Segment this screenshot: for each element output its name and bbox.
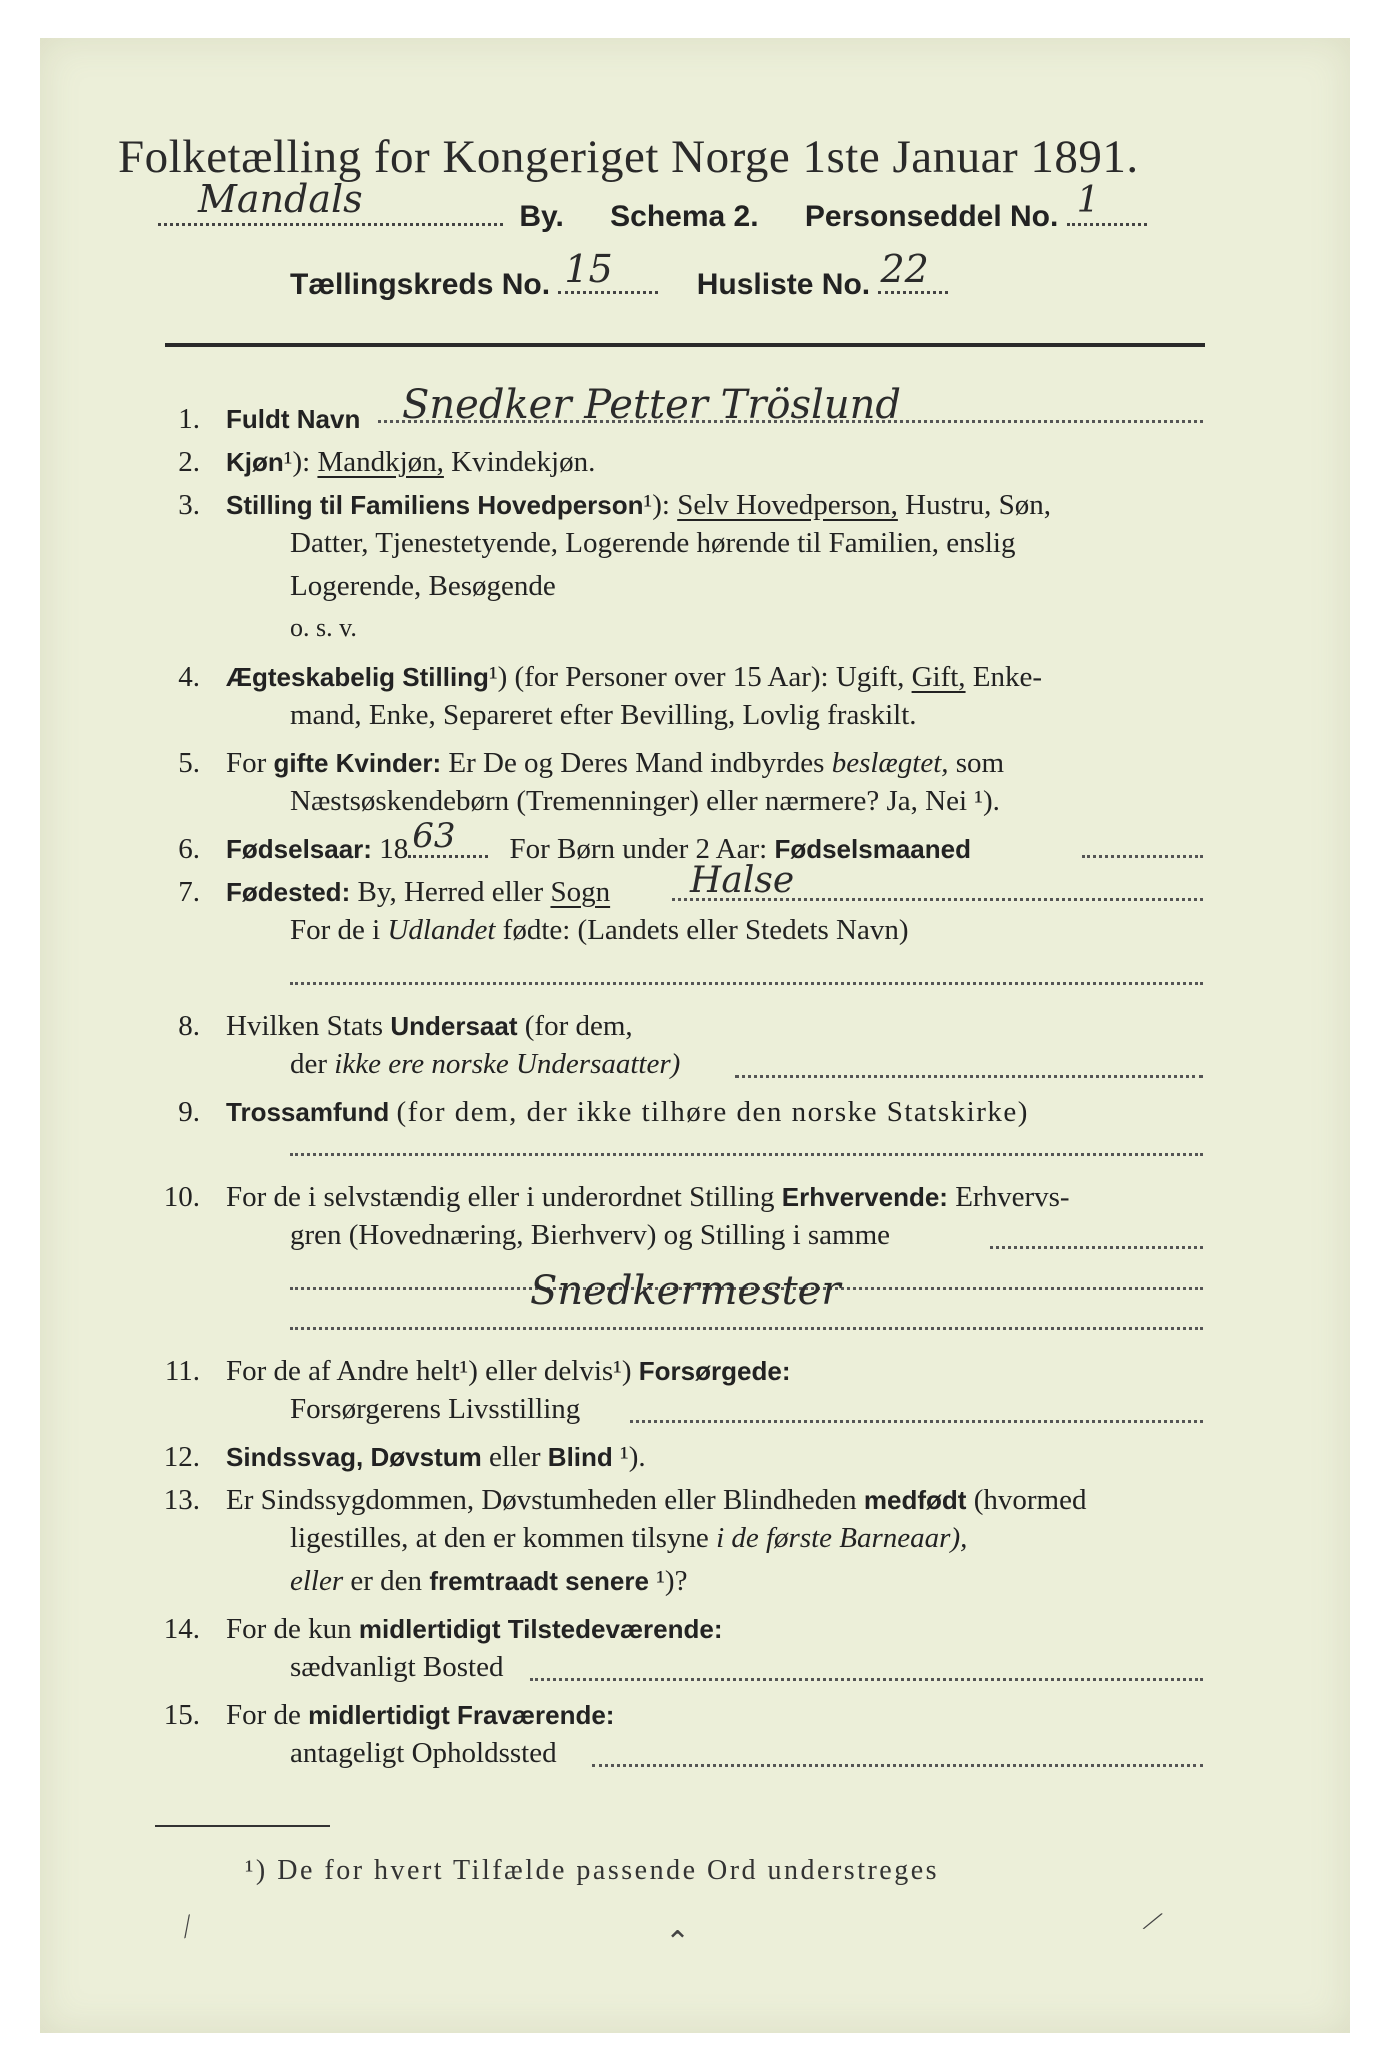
birthplace-selected: Sogn xyxy=(550,876,611,908)
footnote: ¹) De for hvert Tilfælde passende Ord understreges xyxy=(245,1855,940,1886)
citizenship-label: Undersaat xyxy=(390,1011,518,1041)
item-number: 13. xyxy=(163,1484,200,1516)
item-7-text xyxy=(226,871,610,913)
birthplace-options: By, Herred eller xyxy=(357,876,544,908)
footnote-ref: ¹): xyxy=(283,446,311,478)
item-13-line3-em: eller xyxy=(290,1565,344,1597)
marital-status-selected: Gift, xyxy=(911,661,966,693)
item-14-pre: For de kun xyxy=(226,1613,352,1645)
item-15-text xyxy=(226,1694,614,1736)
schema-label: Schema 2. xyxy=(610,200,759,233)
marital-status-options: Enke- xyxy=(972,661,1043,693)
kreds-label: Tællingskreds No. xyxy=(290,268,551,301)
congenital-label: medfødt xyxy=(863,1485,967,1515)
married-women-label: gifte Kvinder: xyxy=(273,748,442,778)
by-label: By. xyxy=(519,200,564,233)
footnote-ref: ¹) xyxy=(488,661,508,693)
kreds-value: 15 xyxy=(564,247,613,291)
birth-year-prefix: 18 xyxy=(379,833,409,865)
religion-label: Trossamfund xyxy=(226,1097,390,1127)
item-number: 7. xyxy=(178,876,200,908)
footnote-ref: ¹): xyxy=(643,489,670,521)
birthplace-label: Fødested: xyxy=(226,877,351,907)
item-number: 10. xyxy=(163,1181,200,1213)
item-7-line2-a: For de i xyxy=(290,914,381,946)
item-13-post: (hvormed xyxy=(973,1484,1087,1516)
pen-mark-right: ⁄ xyxy=(1145,1904,1160,1939)
item-8-post: (for dem, xyxy=(524,1010,633,1042)
husliste-label: Husliste No. xyxy=(696,268,871,301)
item-3-line4: o. s. v. xyxy=(290,613,357,642)
birth-year-field xyxy=(408,816,488,858)
birth-year-value: 63 xyxy=(412,816,456,856)
kreds-field xyxy=(558,247,658,294)
family-position-options: Hustru, Søn, xyxy=(905,489,1051,521)
item-number: 9. xyxy=(178,1096,200,1128)
item-10-post: Erhvervs- xyxy=(955,1181,1070,1213)
item-11-line2: Forsørgerens Livsstilling xyxy=(290,1393,581,1425)
town-field xyxy=(158,177,503,226)
pen-mark-left: ⁄ xyxy=(178,1910,197,1943)
occupation-line-3 xyxy=(290,1327,1203,1330)
temporary-absent-label: midlertidigt Fraværende: xyxy=(308,1700,615,1730)
item-number: 12. xyxy=(163,1441,200,1473)
item-8-text xyxy=(226,1005,633,1047)
deafmute-label: Døvstum xyxy=(370,1442,482,1472)
blind-label: Blind xyxy=(547,1442,613,1472)
item-13-line3-a: er den xyxy=(350,1565,423,1597)
item-13-line2-a: ligestilles, at den er kommen tilsyne xyxy=(290,1522,709,1554)
full-name-label: Fuldt Navn xyxy=(226,404,361,434)
item-number: 4. xyxy=(178,661,200,693)
marital-status-text: (for Personer over 15 Aar): Ugift, xyxy=(514,661,905,693)
item-4-text xyxy=(226,656,1042,698)
sex-option-male: Mandkjøn, xyxy=(317,446,444,478)
birth-month-line xyxy=(1082,855,1203,858)
occupation-line-1 xyxy=(990,1246,1203,1249)
full-name-value: Snedker Petter Tröslund xyxy=(402,382,901,428)
header-line-kreds xyxy=(290,247,948,302)
item-number: 3. xyxy=(178,489,200,521)
item-13-pre: Er Sindssygdommen, Døvstumheden eller Blindheden xyxy=(226,1484,857,1516)
form-title: Folketælling for Kongeriget Norge 1ste Januar 1891. xyxy=(118,131,1139,183)
item-7-line2 xyxy=(290,914,909,947)
item-5-question: Er De og Deres Mand indbyrdes xyxy=(448,747,825,779)
header-rule xyxy=(165,343,1205,347)
item-8-line2 xyxy=(290,1048,680,1081)
item-number: 2. xyxy=(178,446,200,478)
birthplace-value: Halse xyxy=(690,860,795,901)
item-3-line3: Logerende, Besøgende xyxy=(290,570,556,602)
item-11-text xyxy=(226,1350,790,1392)
item-4-line2: mand, Enke, Separeret efter Bevilling, Lovlig fraskilt. xyxy=(290,699,917,731)
item-5-text xyxy=(226,742,1004,784)
item-13-line3 xyxy=(290,1565,687,1598)
personseddel-field xyxy=(1067,180,1147,226)
item-13-line2-em: i de første Barneaar), xyxy=(716,1522,968,1554)
item-number: 15. xyxy=(163,1699,200,1731)
occupation-value: Snedkermester xyxy=(530,1268,841,1314)
item-10-pre: For de i selvstændig eller i underordnet Stilling xyxy=(226,1181,775,1213)
item-number: 14. xyxy=(163,1613,200,1645)
item-2-text xyxy=(226,441,595,483)
item-number: 11. xyxy=(164,1355,200,1387)
item-13-line3-b: ¹)? xyxy=(656,1565,688,1597)
item-13-line2 xyxy=(290,1522,967,1555)
husliste-value: 22 xyxy=(880,247,929,291)
stay-place-line xyxy=(592,1764,1203,1767)
supported-label: Forsørgede: xyxy=(638,1356,791,1386)
sex-label: Kjøn xyxy=(226,447,284,477)
pen-mark-center: ⌃ xyxy=(665,1926,691,1959)
item-1-text xyxy=(226,398,360,440)
item-7-line2-em: Udlandet xyxy=(387,914,496,946)
item-5-line2: Næstsøskendebørn (Tremenninger) eller nærmere? Ja, Nei ¹). xyxy=(290,785,1000,817)
under-two-text: For Børn under 2 Aar: xyxy=(509,833,768,865)
item-11-pre: For de af Andre helt¹) eller delvis¹) xyxy=(226,1355,632,1387)
footnote-ref: ¹). xyxy=(620,1441,646,1473)
family-position-label: Stilling til Familiens Hovedperson xyxy=(226,490,644,520)
occupation-label: Erhvervende: xyxy=(781,1182,948,1212)
footnote-rule xyxy=(155,1825,330,1827)
birth-year-label: Fødselsaar: xyxy=(226,834,372,864)
item-5-emphasis: beslægtet, xyxy=(831,747,949,779)
personseddel-label: Personseddel No. xyxy=(804,200,1059,233)
birth-month-label: Fødselsmaaned xyxy=(774,834,971,864)
item-15-pre: For de xyxy=(226,1699,301,1731)
header-line-town xyxy=(158,177,1147,234)
residence-line xyxy=(530,1678,1203,1681)
item-number: 5. xyxy=(178,747,200,779)
item-8-pre: Hvilken Stats xyxy=(226,1010,384,1042)
later-onset-label: fremtraadt senere xyxy=(429,1566,649,1596)
town-value: Mandals xyxy=(198,177,363,221)
item-5-pre: For xyxy=(226,747,267,779)
item-8-line2-a: der xyxy=(290,1048,328,1080)
item-6-text xyxy=(226,816,971,870)
item-14-line2: sædvanligt Bosted xyxy=(290,1651,504,1683)
item-15-line2: antageligt Opholdssted xyxy=(290,1737,557,1769)
item-number: 1. xyxy=(178,403,200,435)
item-12-text xyxy=(226,1436,646,1478)
item-3-line2: Datter, Tjenestetyende, Logerende hørende til Familien, enslig xyxy=(290,527,1016,559)
item-3-text xyxy=(226,484,1051,526)
insane-label: Sindssvag, xyxy=(226,1442,364,1472)
item-number: 6. xyxy=(178,833,200,865)
item-10-text xyxy=(226,1176,1070,1218)
abroad-line xyxy=(290,982,1203,985)
item-number: 8. xyxy=(178,1010,200,1042)
citizenship-line xyxy=(735,1075,1203,1078)
item-10-line2: gren (Hovednæring, Bierhverv) og Stilling i samme xyxy=(290,1219,891,1251)
temporary-present-label: midlertidigt Tilstedeværende: xyxy=(358,1614,723,1644)
religion-text: (for dem, der ikke tilhøre den norske Statskirke) xyxy=(396,1096,1029,1128)
religion-line xyxy=(290,1153,1203,1156)
item-7-line2-b: fødte: (Landets eller Stedets Navn) xyxy=(502,914,909,946)
item-12-mid: eller xyxy=(489,1441,541,1473)
item-8-line2-em: ikke ere norske Undersaatter) xyxy=(334,1048,681,1080)
item-13-text xyxy=(226,1479,1086,1521)
husliste-field xyxy=(878,247,948,294)
item-14-text xyxy=(226,1608,723,1650)
item-5-post: som xyxy=(955,747,1005,779)
item-9-text xyxy=(226,1091,1029,1133)
supporter-line xyxy=(630,1420,1203,1423)
family-position-selected: Selv Hovedperson, xyxy=(677,489,898,521)
marital-status-label: Ægteskabelig Stilling xyxy=(226,662,489,692)
sex-option-female: Kvindekjøn. xyxy=(451,446,596,478)
personseddel-value: 1 xyxy=(1076,180,1100,221)
